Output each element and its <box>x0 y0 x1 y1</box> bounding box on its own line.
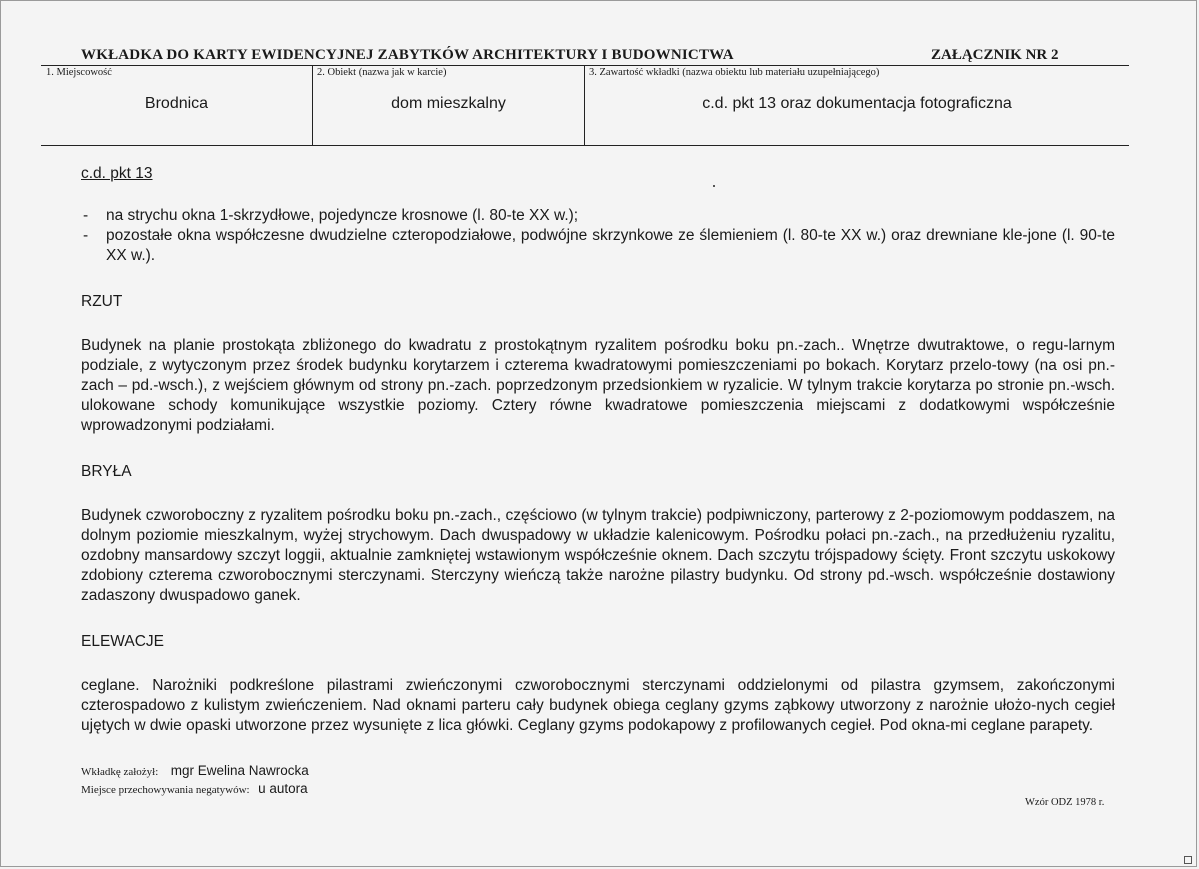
section-title-plan: RZUT <box>81 293 123 310</box>
negatives-line <box>81 780 308 798</box>
field-object-label: 2. Obiekt (nazwa jak w karcie) <box>317 67 447 78</box>
scan-speck <box>1184 856 1192 864</box>
author-value: mgr Ewelina Nawrocka <box>170 763 309 778</box>
author-line <box>81 762 309 780</box>
section-text-elevations: ceglane. Narożniki podkreślone pilastrami zwieńczonymi czworobocznymi sterczynami oddzielonymi od pilastra gzymsem, zakończonymi czterospadowo z kulistym zwieńczeniem. Nad oknami parteru cały budynek obiega ceglany gzyms ząbkowy utworzony z narożnie ułożo-nych cegieł ujętych w dwie opaski utworzone przez wysunięte z lica główki. Ceglany gzyms podokapowy z profilowanych cegieł. Pod okna-mi ceglane parapety. <box>81 677 1115 734</box>
template-note: Wzór ODZ 1978 r. <box>1025 797 1105 808</box>
header-rule-top <box>41 65 1129 66</box>
list-item: - pozostałe okna współczesne dwudzielne czteropodziałowe, podwójne skrzynkowe ze ślemieniem (l. 80-te XX w.) oraz drewniane kle-jone (l. 90-te XX w.). <box>81 226 1115 266</box>
continuation-heading: c.d. pkt 13 <box>81 165 153 182</box>
field-object-value: dom mieszkalny <box>391 95 506 112</box>
section-text-massing: Budynek czworoboczny z ryzalitem pośrodku boku pn.-zach., częściowo (w tylnym trakcie) podpiwniczony, parterowy z 2-poziomowym poddaszem, na dolnym poziomie mieszkalnym, wyżej strychowym. Dach dwuspadowy w układzie kalenicowym. Pośrodku połaci pn.-zach., na przedłużeniu ryzalitu, ozdobny mansardowy szczyt loggii, aktualnie zamkniętej wstawionym współcześnie oknem. Dach szczytu trójspadowy ścięty. Front szczytu uskokowy zdobiony czterema czworobocznymi sterczynami. Sterczyny wieńczą także narożne pilastry budynku. Od strony pd.-wsch. współcześnie dostawiony zadaszony dwuspadowo ganek. <box>81 507 1115 604</box>
list-item: - na strychu okna 1-skrzydłowe, pojedyncze krosnowe (l. 80-te XX w.); <box>81 206 1115 226</box>
section-text-plan: Budynek na planie prostokąta zbliżonego do kwadratu z prostokątnym ryzalitem pośrodku boku pn.-zach.. Wnętrze dwutraktowe, o regu-larnym podziale, z wytyczonym przez środek budynku korytarzem i czterema kwadratowymi pomieszczeniami po bokach. Korytarz przelo-towy (na osi pn.-zach – pd.-wsch.), z wejściem głównym od strony pn.-zach. poprzedzonym przedsionkiem w ryzalicie. W tylnym trakcie korytarza po stronie pn.-wsch. ulokowane schody komunikujące wszystkie poziomy. Cztery równe kwadratowe pomieszczenia miejscami z dodatkowymi współcześnie wprowadzonymi podziałami. <box>81 337 1115 434</box>
field-locality-value: Brodnica <box>144 95 209 112</box>
annex-number: ZAŁĄCZNIK NR 2 <box>931 47 1059 63</box>
section-title-elevations: ELEWACJE <box>81 633 164 650</box>
scan-speck <box>713 185 715 187</box>
field-contents-label: 3. Zawartość wkładki (nazwa obiektu lub materiału uzupełniającego) <box>589 67 880 78</box>
field-contents-value: c.d. pkt 13 oraz dokumentacja fotograficzna <box>702 95 1012 112</box>
section-title-massing: BRYŁA <box>81 463 132 480</box>
negatives-value: u autora <box>258 781 308 796</box>
document-body <box>81 164 1115 736</box>
negatives-label: Miejsce przechowywania negatywów: <box>81 784 250 796</box>
window-list <box>81 206 1115 266</box>
header-rule-bottom <box>41 145 1129 146</box>
field-locality-label: 1. Miejscowość <box>46 67 112 78</box>
document-title: WKŁADKA DO KARTY EWIDENCYJNEJ ZABYTKÓW ARCHITEKTURY I BUDOWNICTWA <box>81 47 734 63</box>
author-label: Wkładkę założył: <box>81 766 159 778</box>
